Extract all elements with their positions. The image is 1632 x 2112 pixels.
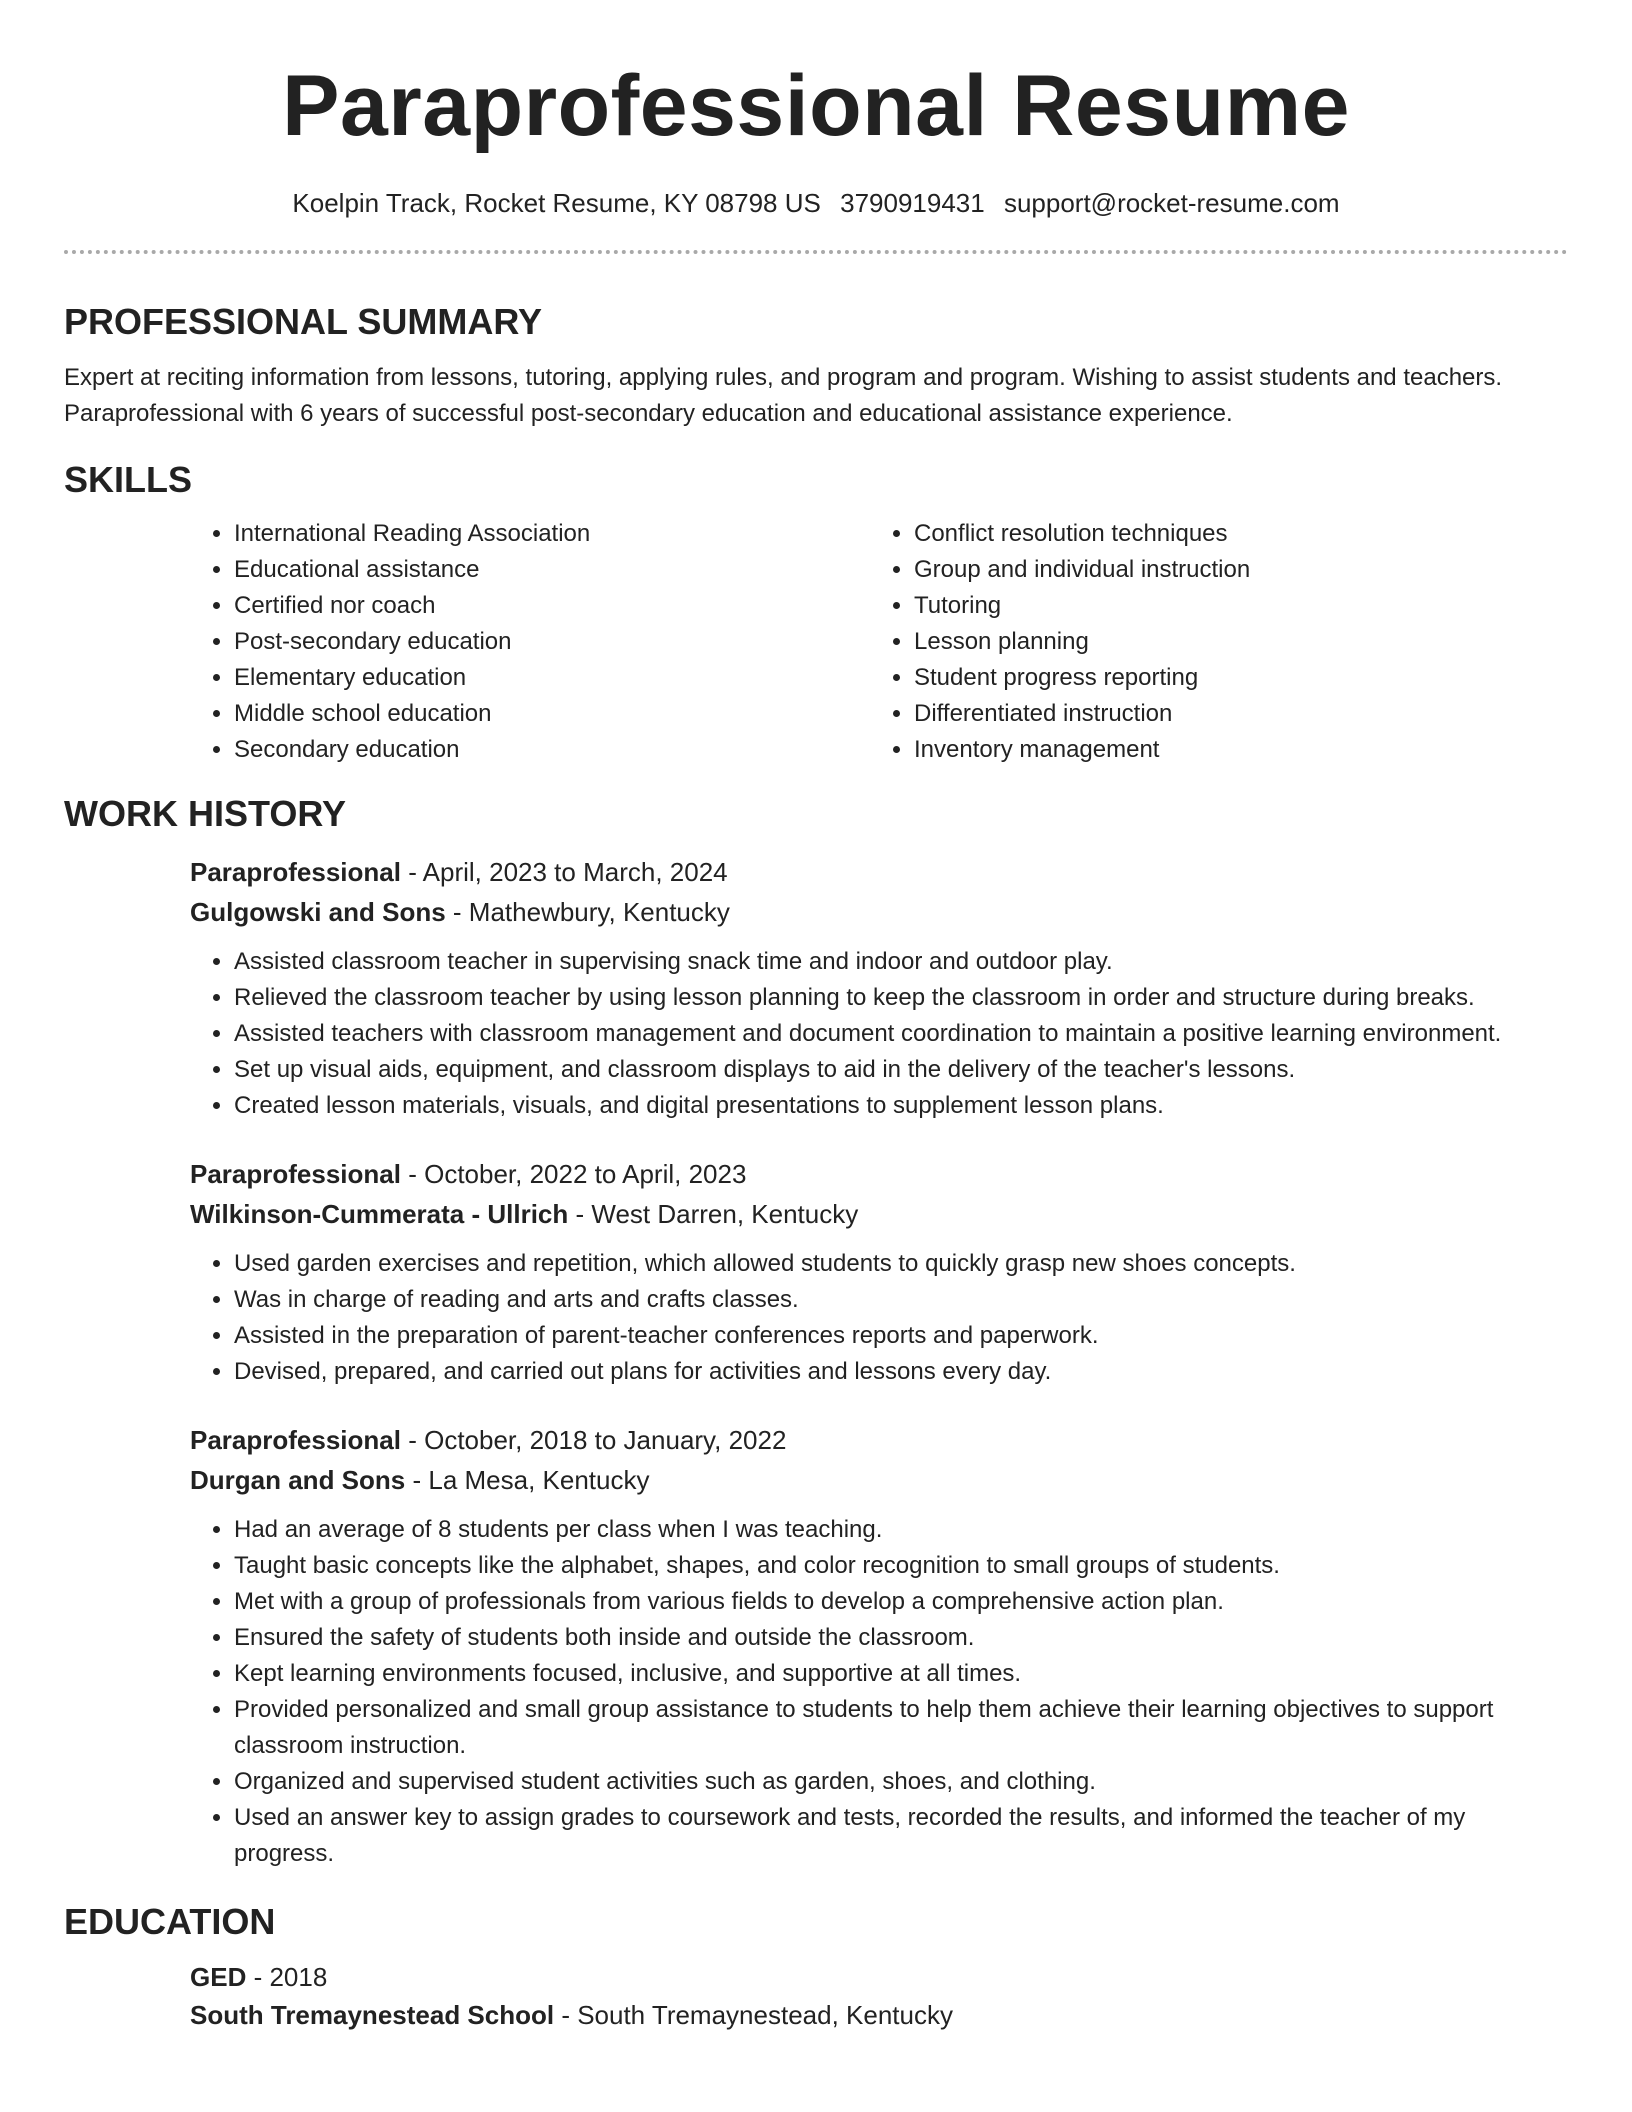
job-entry xyxy=(64,1154,1568,1390)
work-history-title: WORK HISTORY xyxy=(64,793,347,834)
address: Koelpin Track, Rocket Resume, KY 08798 US xyxy=(292,188,821,218)
job-company-line xyxy=(190,1194,1568,1234)
list-item: • Provided personalized and small group assistance to students to help them achieve their learning objectives to support classroom instruction. xyxy=(234,1692,1568,1764)
job-dates: - April, 2023 to March, 2024 xyxy=(400,857,728,887)
job-bullets xyxy=(190,1246,1568,1390)
skill-item: • Elementary education xyxy=(234,660,870,696)
job-entry xyxy=(64,1420,1568,1872)
education-degree: GED xyxy=(190,1962,247,1992)
education-school-line xyxy=(190,1996,1568,2034)
list-item: • Assisted in the preparation of parent-teacher conferences reports and paperwork. xyxy=(234,1318,1568,1354)
job-dates: - October, 2018 to January, 2022 xyxy=(400,1425,787,1455)
education-year: - 2018 xyxy=(246,1962,328,1992)
summary-text: Expert at reciting information from lessons, tutoring, applying rules, and program and program. Wishing to assist students and teachers. Paraprofessional with 6 years of successful post-secondary education and educational assistance experience. xyxy=(64,364,1503,427)
phone: 3790919431 xyxy=(840,188,985,218)
skills-column-right xyxy=(870,516,1550,768)
skill-item: • Conflict resolution techniques xyxy=(914,516,1550,552)
summary-title: PROFESSIONAL SUMMARY xyxy=(64,301,543,342)
job-title-line xyxy=(190,1154,1568,1194)
skills-column-left xyxy=(190,516,870,768)
job-title-line xyxy=(190,852,1568,892)
job-company: Wilkinson-Cummerata - Ullrich xyxy=(190,1199,569,1229)
education-title: EDUCATION xyxy=(64,1901,276,1942)
email: support@rocket-resume.com xyxy=(1003,188,1340,218)
job-entry xyxy=(64,852,1568,1124)
skills-section xyxy=(64,458,1568,768)
education-degree-line xyxy=(190,1958,1568,1996)
list-item: • Met with a group of professionals from various fields to develop a comprehensive action plan. xyxy=(234,1584,1568,1620)
education-section xyxy=(64,1900,1568,2034)
list-item: • Taught basic concepts like the alphabet, shapes, and color recognition to small groups of students. xyxy=(234,1548,1568,1584)
skill-item: • Secondary education xyxy=(234,732,870,768)
list-item: • Assisted teachers with classroom management and document coordination to maintain a positive learning environment. xyxy=(234,1016,1568,1052)
skill-item: • Educational assistance xyxy=(234,552,870,588)
education-location: - South Tremaynestead, Kentucky xyxy=(554,2000,953,2030)
list-item: • Used an answer key to assign grades to coursework and tests, recorded the results, and informed the teacher of my progress. xyxy=(234,1800,1568,1872)
job-bullets xyxy=(190,944,1568,1124)
skill-item: • Middle school education xyxy=(234,696,870,732)
list-item: • Was in charge of reading and arts and crafts classes. xyxy=(234,1282,1568,1318)
job-role: Paraprofessional xyxy=(190,857,401,887)
job-location: - West Darren, Kentucky xyxy=(568,1199,859,1229)
skill-item: • Tutoring xyxy=(914,588,1550,624)
summary-section xyxy=(64,300,1568,432)
work-history-section xyxy=(64,792,1568,1872)
job-bullets xyxy=(190,1512,1568,1872)
skills-title: SKILLS xyxy=(64,459,193,500)
skill-item: • Inventory management xyxy=(914,732,1550,768)
list-item: • Relieved the classroom teacher by using lesson planning to keep the classroom in order and structure during breaks. xyxy=(234,980,1568,1016)
list-item: • Used garden exercises and repetition, which allowed students to quickly grasp new shoes concepts. xyxy=(234,1246,1568,1282)
contact-line xyxy=(64,186,1568,220)
job-company: Gulgowski and Sons xyxy=(190,897,446,927)
skill-item: • Differentiated instruction xyxy=(914,696,1550,732)
skill-item: • Group and individual instruction xyxy=(914,552,1550,588)
skill-item: • Post-secondary education xyxy=(234,624,870,660)
list-item: • Had an average of 8 students per class when I was teaching. xyxy=(234,1512,1568,1548)
job-role: Paraprofessional xyxy=(190,1425,401,1455)
list-item: • Set up visual aids, equipment, and classroom displays to aid in the delivery of the teacher's lessons. xyxy=(234,1052,1568,1088)
education-school: South Tremaynestead School xyxy=(190,2000,555,2030)
resume-header xyxy=(64,0,1568,220)
list-item: • Devised, prepared, and carried out plans for activities and lessons every day. xyxy=(234,1354,1568,1390)
job-location: - La Mesa, Kentucky xyxy=(405,1465,650,1495)
job-company-line xyxy=(190,1460,1568,1500)
list-item: • Kept learning environments focused, inclusive, and supportive at all times. xyxy=(234,1656,1568,1692)
header-divider xyxy=(64,250,1568,254)
job-dates: - October, 2022 to April, 2023 xyxy=(400,1159,747,1189)
list-item: • Organized and supervised student activities such as garden, shoes, and clothing. xyxy=(234,1764,1568,1800)
list-item: • Ensured the safety of students both inside and outside the classroom. xyxy=(234,1620,1568,1656)
skill-item: • Certified nor coach xyxy=(234,588,870,624)
skills-grid xyxy=(190,516,1568,768)
job-role: Paraprofessional xyxy=(190,1159,401,1189)
skill-item: • Lesson planning xyxy=(914,624,1550,660)
job-title-line xyxy=(190,1420,1568,1460)
skill-item: • Student progress reporting xyxy=(914,660,1550,696)
list-item: • Assisted classroom teacher in supervising snack time and indoor and outdoor play. xyxy=(234,944,1568,980)
skill-item: • International Reading Association xyxy=(234,516,870,552)
job-location: - Mathewbury, Kentucky xyxy=(445,897,730,927)
page-title: Paraprofessional Resume xyxy=(282,58,1350,154)
list-item: • Created lesson materials, visuals, and digital presentations to supplement lesson plans. xyxy=(234,1088,1568,1124)
job-company-line xyxy=(190,892,1568,932)
job-company: Durgan and Sons xyxy=(190,1465,406,1495)
